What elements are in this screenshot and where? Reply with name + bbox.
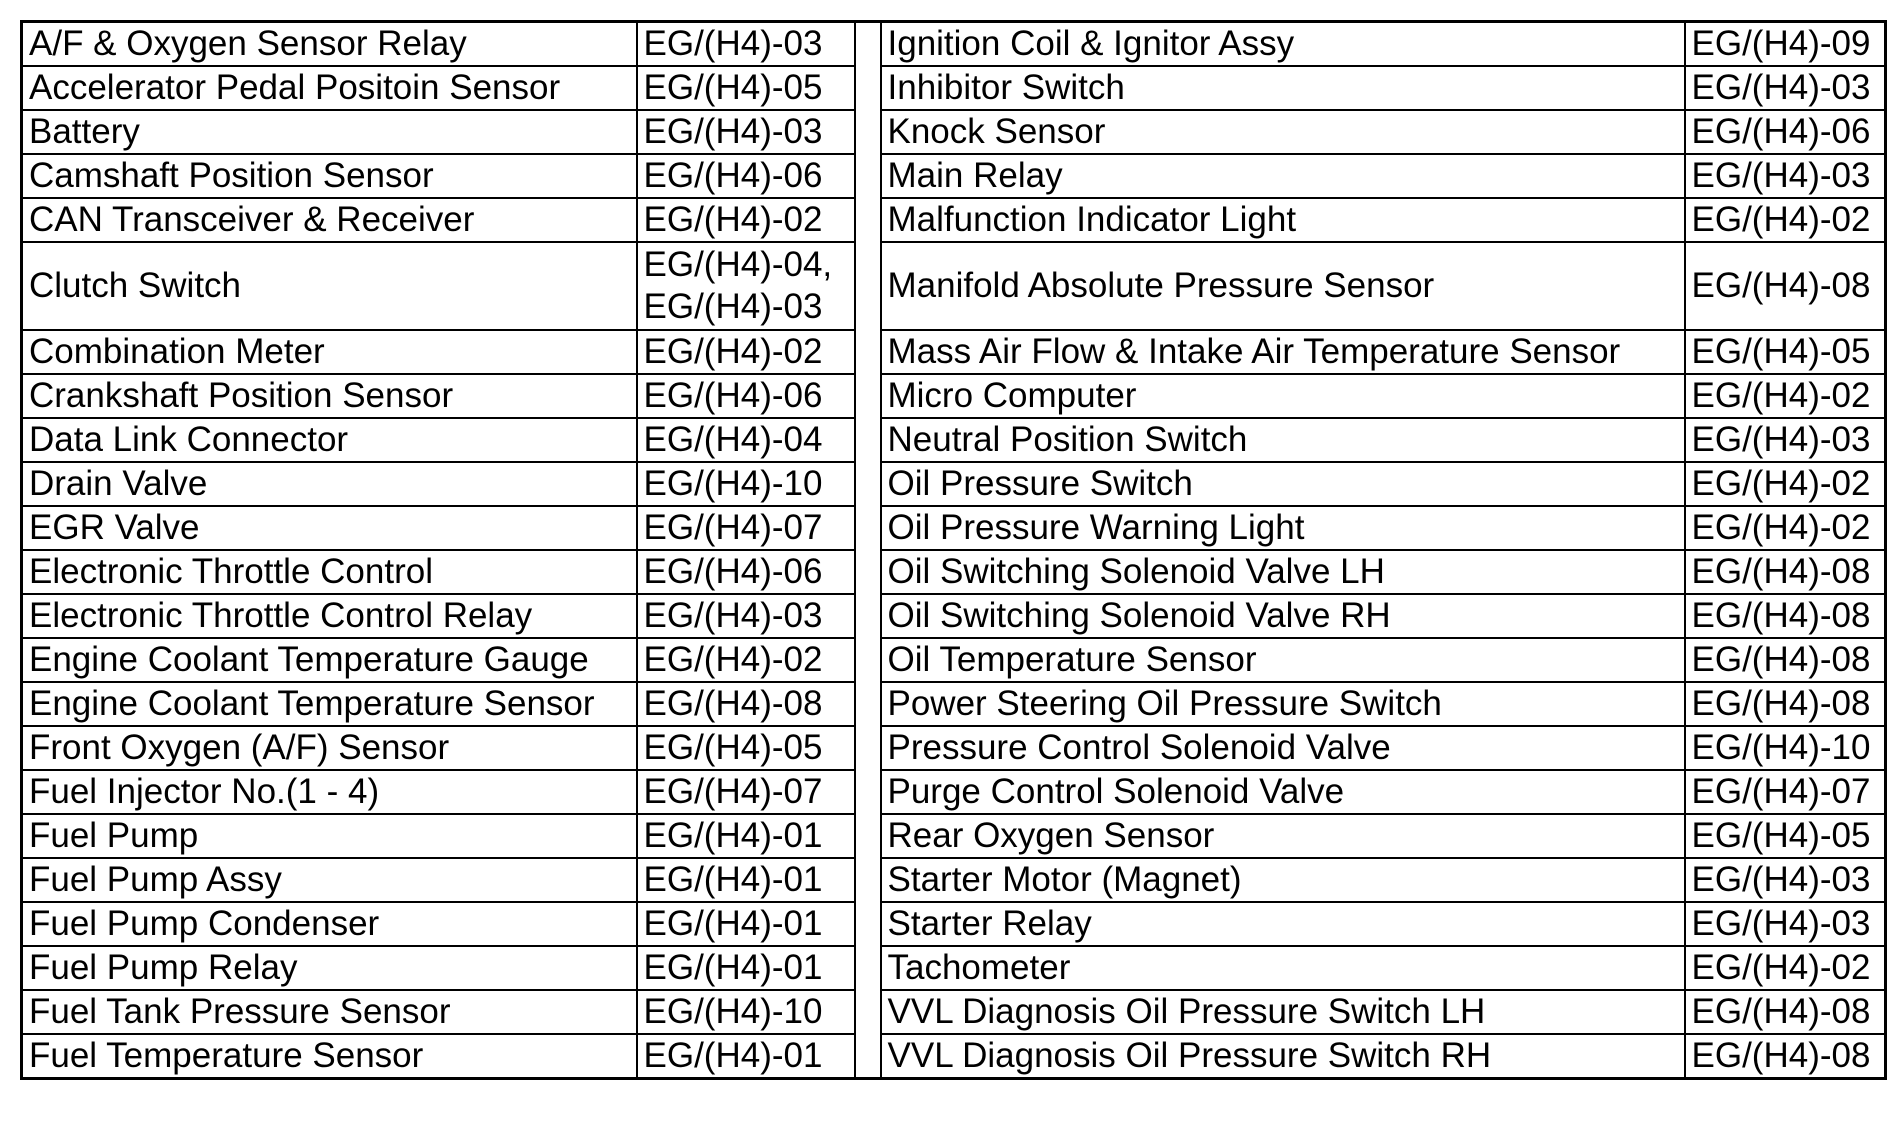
section-reference: EG/(H4)-10 [637, 462, 855, 506]
component-name: Purge Control Solenoid Valve [881, 770, 1685, 814]
section-reference: EG/(H4)-02 [637, 330, 855, 374]
section-reference: EG/(H4)-07 [637, 770, 855, 814]
column-gap [855, 1034, 881, 1079]
column-gap [855, 330, 881, 374]
component-name: Power Steering Oil Pressure Switch [881, 682, 1685, 726]
component-name: Engine Coolant Temperature Sensor [22, 682, 637, 726]
section-reference: EG/(H4)-03 [1685, 154, 1886, 198]
component-name: Micro Computer [881, 374, 1685, 418]
component-name: Manifold Absolute Pressure Sensor [881, 242, 1685, 330]
component-index-table [20, 20, 1887, 1080]
component-name: Knock Sensor [881, 110, 1685, 154]
section-reference: EG/(H4)-05 [637, 66, 855, 110]
section-reference: EG/(H4)-01 [637, 902, 855, 946]
component-name: A/F & Oxygen Sensor Relay [22, 22, 637, 67]
section-reference: EG/(H4)-08 [1685, 1034, 1886, 1079]
column-gap [855, 506, 881, 550]
section-reference: EG/(H4)-03 [1685, 418, 1886, 462]
column-gap [855, 946, 881, 990]
component-name: Oil Pressure Warning Light [881, 506, 1685, 550]
component-name: Drain Valve [22, 462, 637, 506]
component-name: EGR Valve [22, 506, 637, 550]
section-reference: EG/(H4)-03 [637, 22, 855, 67]
component-index-body [22, 22, 1886, 1079]
section-reference: EG/(H4)-09 [1685, 22, 1886, 67]
column-gap [855, 770, 881, 814]
section-reference: EG/(H4)-02 [637, 198, 855, 242]
column-gap [855, 198, 881, 242]
section-reference: EG/(H4)-03 [1685, 66, 1886, 110]
component-name: VVL Diagnosis Oil Pressure Switch LH [881, 990, 1685, 1034]
column-gap [855, 418, 881, 462]
column-gap [855, 550, 881, 594]
section-reference: EG/(H4)-08 [1685, 682, 1886, 726]
section-reference: EG/(H4)-08 [637, 682, 855, 726]
component-name: Battery [22, 110, 637, 154]
section-reference: EG/(H4)-02 [1685, 462, 1886, 506]
column-gap [855, 594, 881, 638]
component-name: Fuel Pump Condenser [22, 902, 637, 946]
component-name: Rear Oxygen Sensor [881, 814, 1685, 858]
table-row [22, 858, 1886, 902]
component-name: Fuel Pump Assy [22, 858, 637, 902]
component-name: Fuel Tank Pressure Sensor [22, 990, 637, 1034]
table-row [22, 814, 1886, 858]
section-reference: EG/(H4)-05 [1685, 814, 1886, 858]
component-name: Mass Air Flow & Intake Air Temperature Sensor [881, 330, 1685, 374]
section-reference: EG/(H4)-06 [637, 550, 855, 594]
component-name: Malfunction Indicator Light [881, 198, 1685, 242]
column-gap [855, 154, 881, 198]
table-row [22, 462, 1886, 506]
component-name: VVL Diagnosis Oil Pressure Switch RH [881, 1034, 1685, 1079]
section-reference: EG/(H4)-08 [1685, 990, 1886, 1034]
component-name: Fuel Pump [22, 814, 637, 858]
table-row [22, 946, 1886, 990]
column-gap [855, 638, 881, 682]
component-name: Fuel Temperature Sensor [22, 1034, 637, 1079]
table-row [22, 682, 1886, 726]
section-reference: EG/(H4)-01 [637, 1034, 855, 1079]
section-reference: EG/(H4)-02 [1685, 946, 1886, 990]
section-reference: EG/(H4)-05 [637, 726, 855, 770]
component-name: Electronic Throttle Control Relay [22, 594, 637, 638]
section-reference: EG/(H4)-03 [1685, 902, 1886, 946]
component-name: Data Link Connector [22, 418, 637, 462]
component-name: Oil Pressure Switch [881, 462, 1685, 506]
section-reference: EG/(H4)-03 [637, 110, 855, 154]
component-name: Ignition Coil & Ignitor Assy [881, 22, 1685, 67]
table-row [22, 22, 1886, 67]
section-reference: EG/(H4)-02 [1685, 374, 1886, 418]
column-gap [855, 242, 881, 330]
section-reference: EG/(H4)-01 [637, 946, 855, 990]
component-name: Main Relay [881, 154, 1685, 198]
component-name: Neutral Position Switch [881, 418, 1685, 462]
column-gap [855, 726, 881, 770]
section-reference: EG/(H4)-02 [1685, 506, 1886, 550]
table-row [22, 66, 1886, 110]
table-row [22, 374, 1886, 418]
table-row [22, 198, 1886, 242]
component-name: Starter Motor (Magnet) [881, 858, 1685, 902]
component-name: Starter Relay [881, 902, 1685, 946]
column-gap [855, 462, 881, 506]
section-reference: EG/(H4)-04 [637, 418, 855, 462]
section-reference: EG/(H4)-01 [637, 858, 855, 902]
column-gap [855, 858, 881, 902]
table-row [22, 726, 1886, 770]
section-reference: EG/(H4)-08 [1685, 594, 1886, 638]
table-row [22, 418, 1886, 462]
table-row [22, 110, 1886, 154]
component-name: Combination Meter [22, 330, 637, 374]
component-name: Inhibitor Switch [881, 66, 1685, 110]
component-name: CAN Transceiver & Receiver [22, 198, 637, 242]
section-reference: EG/(H4)-01 [637, 814, 855, 858]
table-row [22, 1034, 1886, 1079]
column-gap [855, 990, 881, 1034]
table-row [22, 594, 1886, 638]
component-index-page [20, 20, 1884, 1080]
table-row [22, 902, 1886, 946]
component-name: Pressure Control Solenoid Valve [881, 726, 1685, 770]
column-gap [855, 22, 881, 67]
section-reference: EG/(H4)-06 [637, 154, 855, 198]
component-name: Front Oxygen (A/F) Sensor [22, 726, 637, 770]
component-name: Oil Switching Solenoid Valve RH [881, 594, 1685, 638]
section-reference: EG/(H4)-10 [637, 990, 855, 1034]
column-gap [855, 682, 881, 726]
table-row [22, 154, 1886, 198]
component-name: Engine Coolant Temperature Gauge [22, 638, 637, 682]
component-name: Oil Temperature Sensor [881, 638, 1685, 682]
table-row [22, 330, 1886, 374]
table-row [22, 550, 1886, 594]
column-gap [855, 66, 881, 110]
section-reference: EG/(H4)-02 [637, 638, 855, 682]
component-name: Accelerator Pedal Positoin Sensor [22, 66, 637, 110]
section-reference: EG/(H4)-02 [1685, 198, 1886, 242]
component-name: Camshaft Position Sensor [22, 154, 637, 198]
section-reference: EG/(H4)-07 [637, 506, 855, 550]
section-reference [637, 242, 855, 330]
section-reference: EG/(H4)-03 [1685, 858, 1886, 902]
component-name: Crankshaft Position Sensor [22, 374, 637, 418]
section-reference: EG/(H4)-03 [637, 594, 855, 638]
section-reference: EG/(H4)-07 [1685, 770, 1886, 814]
table-row [22, 638, 1886, 682]
column-gap [855, 110, 881, 154]
section-reference-line: EG/(H4)-03 [643, 287, 823, 326]
component-name: Fuel Pump Relay [22, 946, 637, 990]
component-name: Clutch Switch [22, 242, 637, 330]
table-row [22, 506, 1886, 550]
component-name: Oil Switching Solenoid Valve LH [881, 550, 1685, 594]
table-row [22, 242, 1886, 330]
component-name: Electronic Throttle Control [22, 550, 637, 594]
section-reference-line: EG/(H4)-04, [643, 245, 833, 284]
section-reference: EG/(H4)-05 [1685, 330, 1886, 374]
table-row [22, 770, 1886, 814]
column-gap [855, 374, 881, 418]
section-reference: EG/(H4)-06 [637, 374, 855, 418]
column-gap [855, 814, 881, 858]
section-reference: EG/(H4)-08 [1685, 242, 1886, 330]
table-row [22, 990, 1886, 1034]
section-reference: EG/(H4)-10 [1685, 726, 1886, 770]
section-reference: EG/(H4)-08 [1685, 550, 1886, 594]
section-reference: EG/(H4)-08 [1685, 638, 1886, 682]
component-name: Tachometer [881, 946, 1685, 990]
column-gap [855, 902, 881, 946]
component-name: Fuel Injector No.(1 - 4) [22, 770, 637, 814]
section-reference: EG/(H4)-06 [1685, 110, 1886, 154]
